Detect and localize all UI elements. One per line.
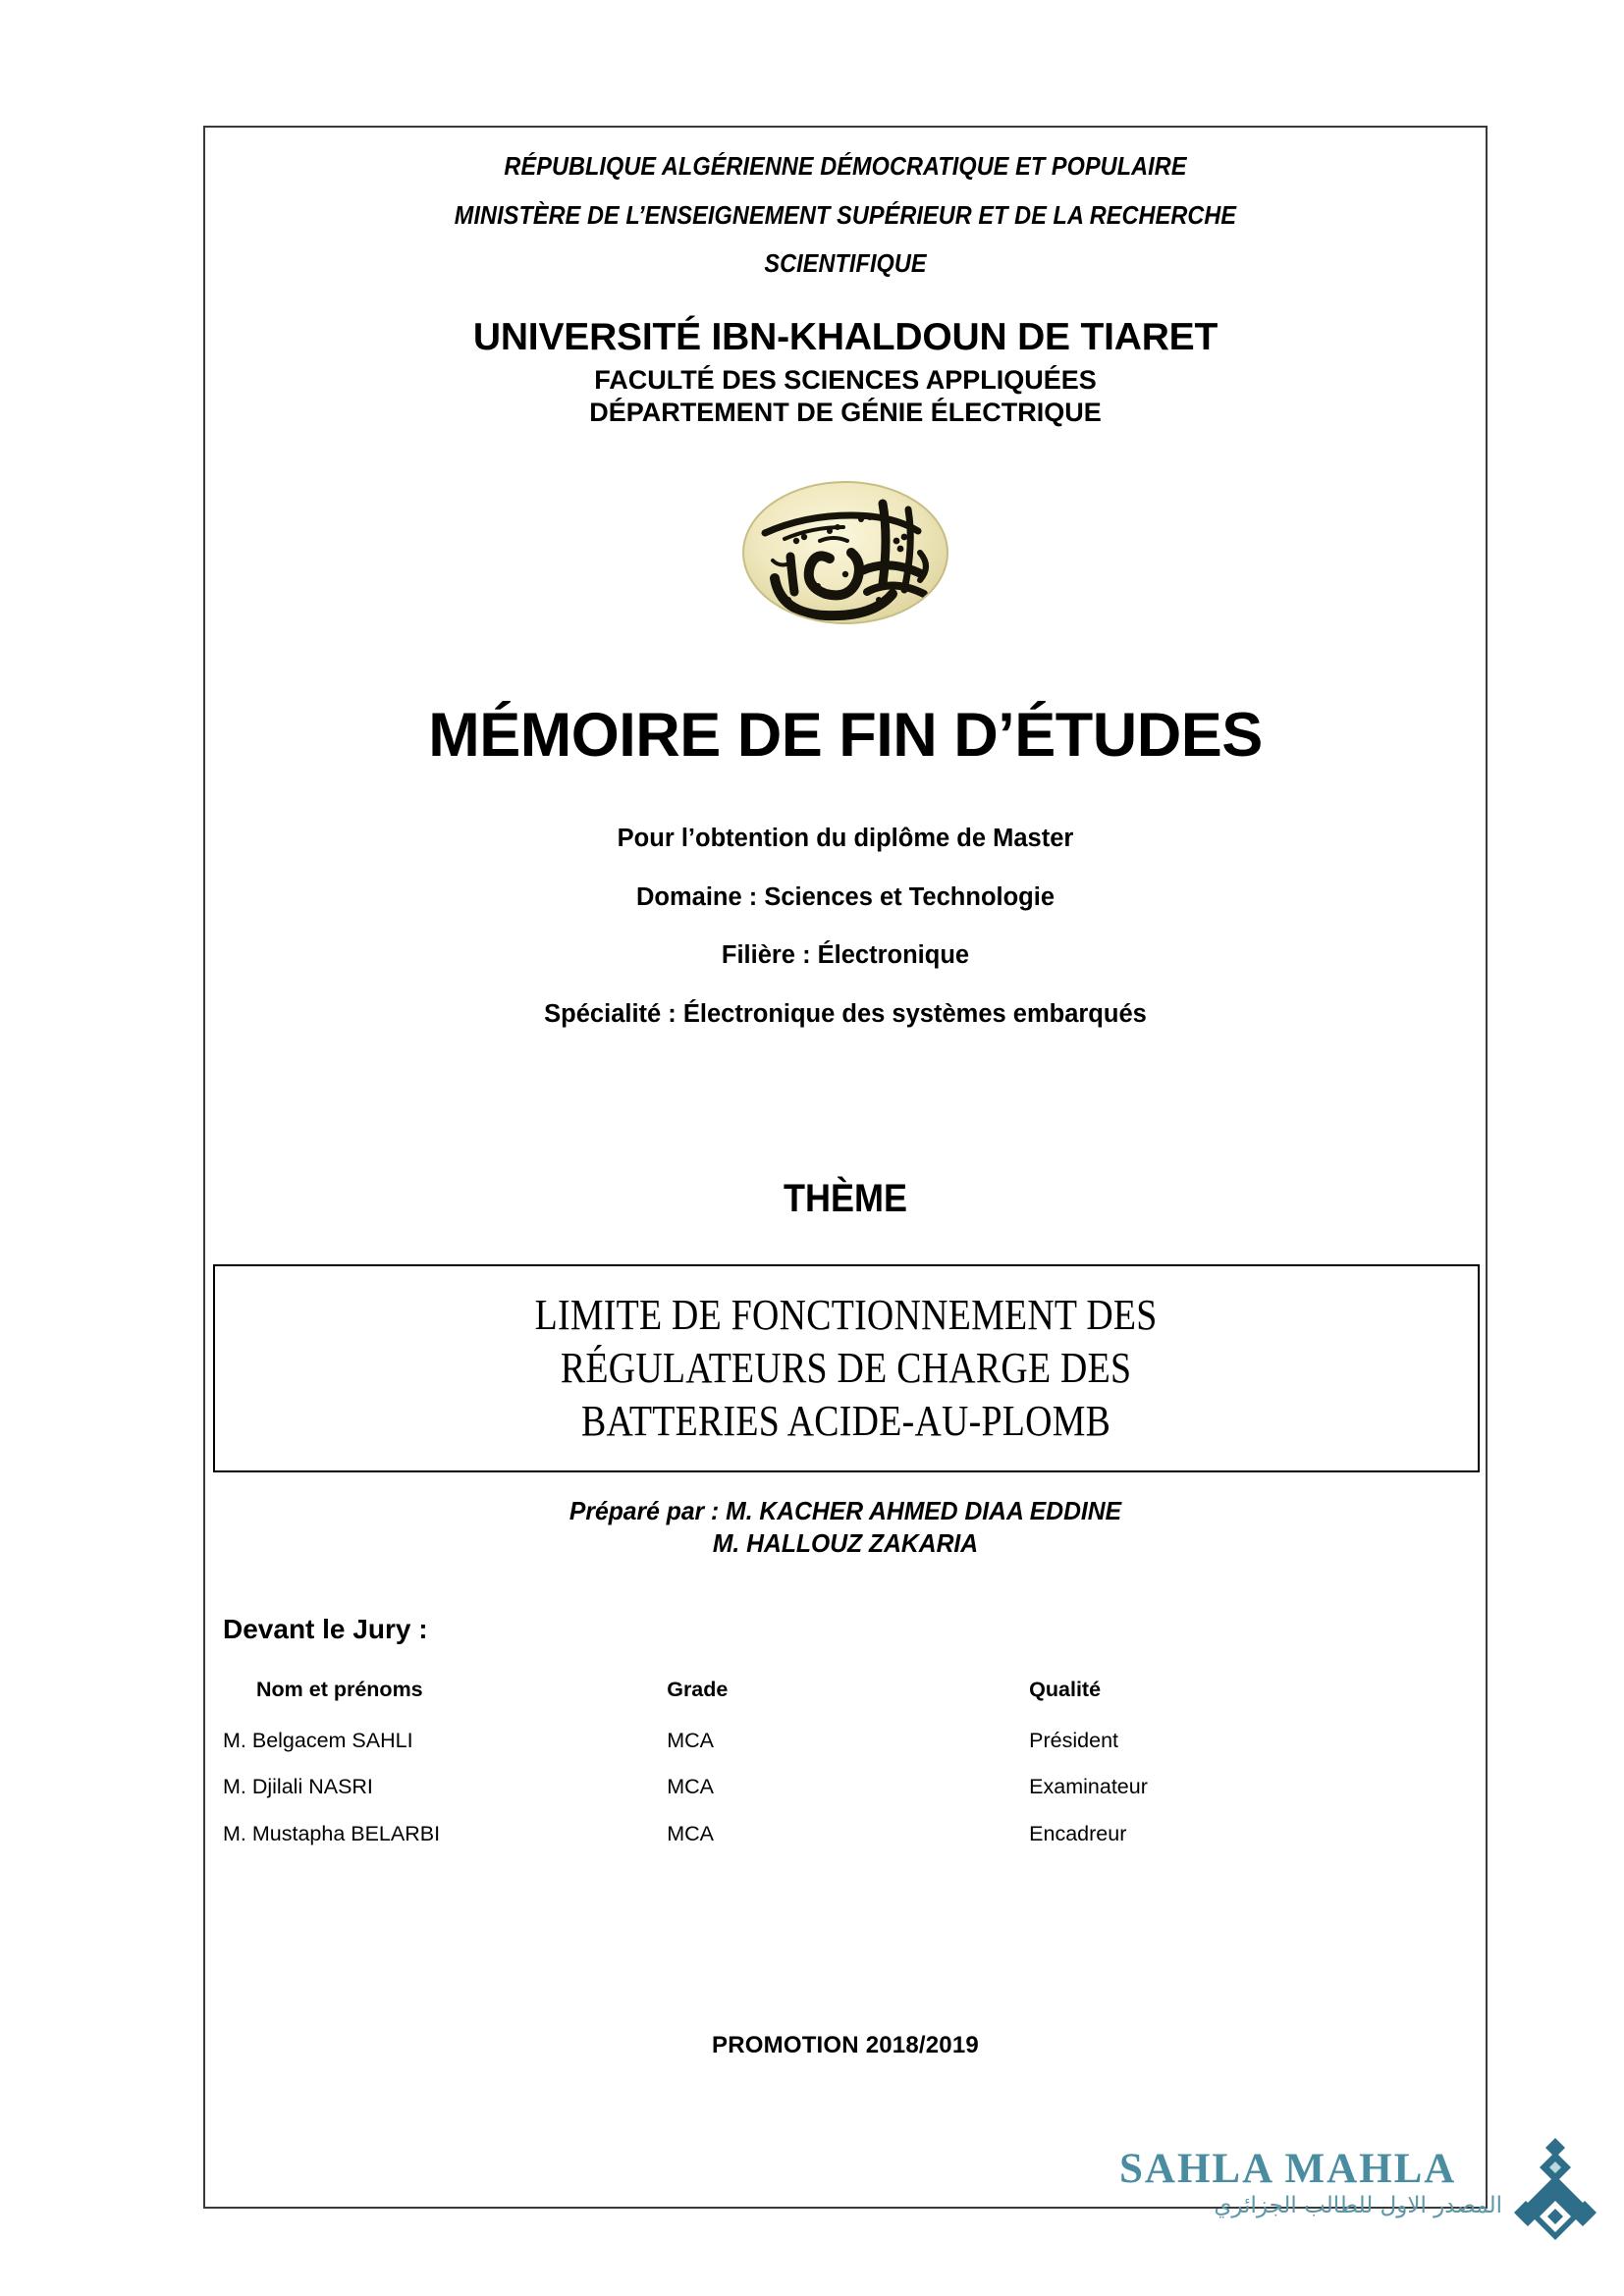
prepared-by-author-2: M. HALLOUZ ZAKARIA bbox=[712, 1528, 979, 1559]
degree-block bbox=[205, 827, 1486, 1027]
theme-box bbox=[213, 1264, 1480, 1472]
theme-title bbox=[535, 1289, 1158, 1447]
watermark-subtitle: المصدر الاول للطالب الجزائري bbox=[1214, 2193, 1502, 2218]
university-emblem-wrap bbox=[205, 476, 1486, 629]
republic-line: RÉPUBLIQUE ALGÉRIENNE DÉMOCRATIQUE ET POPULAIRE bbox=[504, 153, 1187, 181]
jury-member-name: M. Mustapha BELARBI bbox=[223, 1821, 441, 1845]
jury-column-name: Nom et prénoms bbox=[256, 1678, 423, 1701]
page-border bbox=[203, 126, 1488, 2209]
table-row bbox=[223, 1731, 1450, 1778]
university-block bbox=[205, 317, 1486, 429]
jury-table-header-row bbox=[223, 1680, 1450, 1731]
degree-specialty: Spécialité : Électronique des systèmes embarqués bbox=[544, 999, 1147, 1028]
jury-member-grade: MCA bbox=[667, 1775, 714, 1798]
jury-member-role: Président bbox=[1029, 1728, 1119, 1752]
degree-domain: Domaine : Sciences et Technologie bbox=[635, 882, 1056, 911]
university-seal-icon bbox=[735, 476, 955, 629]
ministry-header bbox=[205, 155, 1486, 278]
jury-member-name: M. Djilali NASRI bbox=[223, 1775, 373, 1798]
page-title: MÉMOIRE DE FIN D’ÉTUDES bbox=[428, 701, 1263, 770]
degree-purpose: Pour l’obtention du diplôme de Master bbox=[617, 825, 1074, 852]
theme-title-line-3: BATTERIES ACIDE-AU-PLOMB bbox=[581, 1396, 1111, 1445]
jury-table bbox=[223, 1680, 1450, 1870]
promotion-year: PROMOTION 2018/2019 bbox=[712, 2032, 979, 2058]
jury-member-grade: MCA bbox=[667, 1728, 714, 1752]
faculty-name: FACULTÉ DES SCIENCES APPLIQUÉES bbox=[594, 365, 1097, 396]
watermark-title: SAHLA MAHLA bbox=[1119, 2146, 1457, 2192]
theme-title-line-2: RÉGULATEURS DE CHARGE DES bbox=[561, 1344, 1132, 1393]
jury-member-role: Examinateur bbox=[1029, 1775, 1148, 1798]
jury-member-role: Encadreur bbox=[1029, 1821, 1127, 1845]
prepared-by-author-1: Préparé par : M. KACHER AHMED DIAA EDDINE bbox=[568, 1496, 1122, 1525]
jury-column-grade: Grade bbox=[667, 1678, 729, 1701]
sahla-mahla-diamond-logo-icon bbox=[1500, 2136, 1610, 2246]
jury-member-grade: MCA bbox=[667, 1821, 714, 1845]
jury-heading: Devant le Jury : bbox=[223, 1614, 428, 1644]
table-row bbox=[223, 1777, 1450, 1824]
degree-stream: Filière : Électronique bbox=[721, 941, 970, 969]
department-name: DÉPARTEMENT DE GÉNIE ÉLECTRIQUE bbox=[589, 398, 1102, 428]
theme-heading: THÈME bbox=[784, 1177, 907, 1220]
jury-member-name: M. Belgacem SAHLI bbox=[223, 1728, 413, 1752]
ministry-line: MINISTÈRE DE L’ENSEIGNEMENT SUPÉRIEUR ET DE LA RECHERCHE bbox=[454, 201, 1237, 230]
theme-title-line-1: LIMITE DE FONCTIONNEMENT DES bbox=[534, 1291, 1158, 1340]
jury-column-quality: Qualité bbox=[1029, 1678, 1102, 1701]
table-row bbox=[223, 1824, 1450, 1871]
university-name: UNIVERSITÉ IBN-KHALDOUN DE TIARET bbox=[472, 316, 1218, 358]
scientific-line: SCIENTIFIQUE bbox=[764, 250, 927, 278]
prepared-by-block bbox=[205, 1495, 1486, 1561]
